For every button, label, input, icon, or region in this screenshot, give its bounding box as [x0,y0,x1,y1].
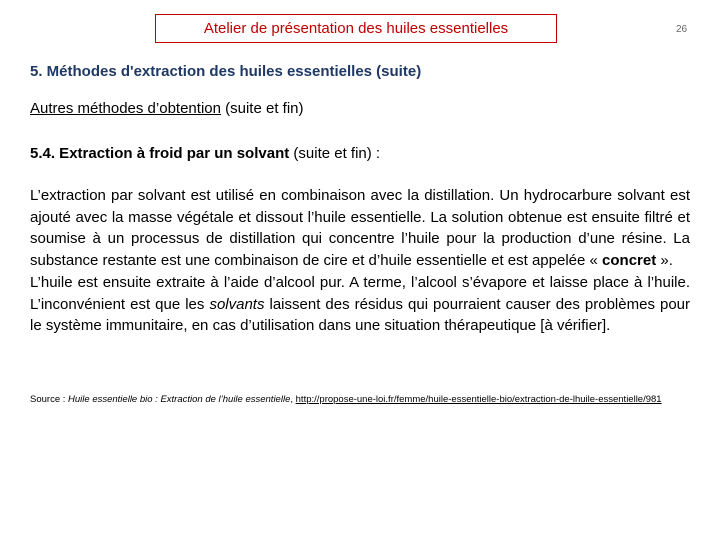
subheading-underlined: Autres méthodes d’obtention [30,100,221,117]
slide-title-box [155,14,557,43]
paragraph-1-bold: concret [602,252,657,270]
section-heading: 5. Méthodes d'extraction des huiles essentielles (suite) [30,63,422,80]
sub-subheading-bold: 5.4. Extraction à froid par un solvant [30,145,290,162]
source-prefix: Source : [30,394,69,405]
source-link[interactable]: http://propose-une-loi.fr/femme/huile-essentielle-bio/extraction-de-lhuile-essentielle/981 [295,394,662,405]
sub-subheading-rest: (suite et fin) : [289,145,381,162]
paragraph-2-italic: solvants [209,295,265,313]
paragraph-2-end: laissent des résidus qui pourraient causer des problèmes pour le système immunitaire, en cas d’utilisation dans une situation thérapeutique [à vérifier]. [30,295,690,335]
paragraph-1-end: ». [656,252,673,270]
paragraph-1-text: L’extraction par solvant est utilisé en combinaison avec la distillation. Un hydrocarbure solvant est ajouté avec la masse végétale et dissout l’huile essentielle. La solution obtenue est ensuite filtré et soumise à un processus de distillation qui concentre l’huile pour la production d’une résine. La substance restante est une combinaison de cire et d’huile essentielle et est appelée « [30,187,690,270]
source-citation [30,393,692,407]
source-separator: , [290,394,296,405]
slide-title: Atelier de présentation des huiles essentielles [203,20,509,37]
source-title: Huile essentielle bio : Extraction de l’huile essentielle [68,394,291,405]
sub-subheading [30,145,380,162]
subheading-rest: (suite et fin) [220,100,304,117]
subheading [30,100,304,117]
paragraph-2 [30,272,690,337]
body-text [30,185,690,337]
paragraph-2-text: L’huile est ensuite extraite à l’aide d’alcool pur. A terme, l’alcool s’évapore et laisse place à l’huile. L’inconvénient est que les [30,273,690,313]
page-number: 26 [676,24,688,35]
paragraph-1 [30,185,690,272]
